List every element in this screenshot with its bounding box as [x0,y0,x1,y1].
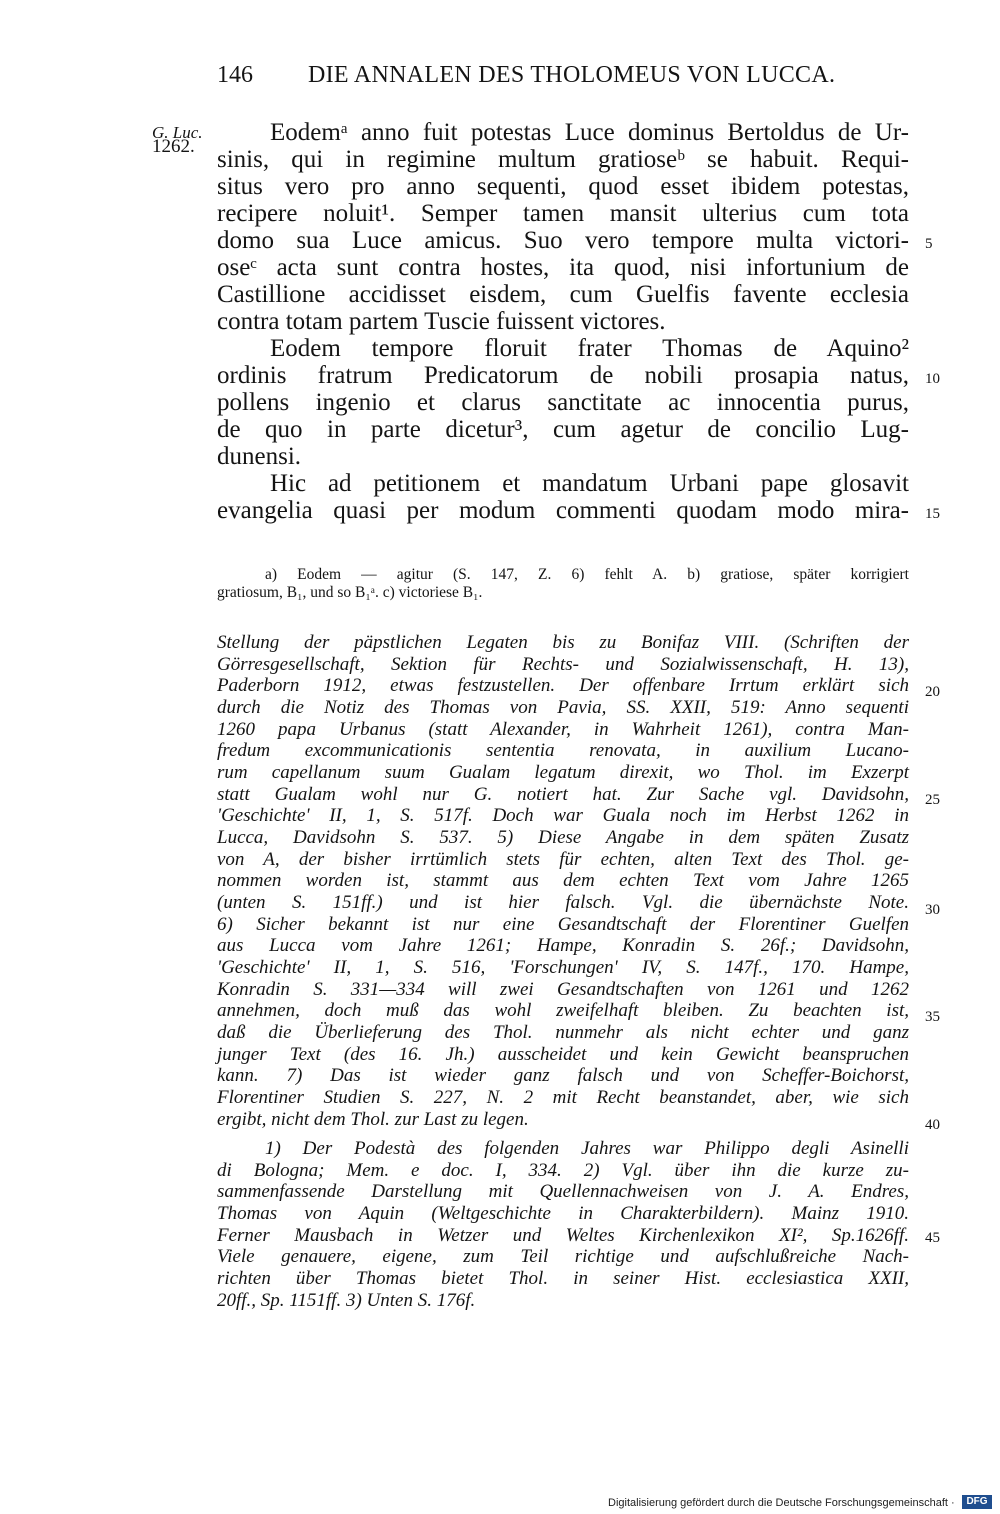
margin-source: G. Luc. [152,123,203,142]
footnote-line: rum capellanum suum Gualam legatum direxit, wo Thol. im Exzerpt [217,762,909,783]
footnote-line: annehmen, doch muß das wohl zweifelhaft bleiben. Zu beachten ist, [217,1000,909,1021]
main-text-line: de quo in parte dicetur³, cum agetur de concilio Lug- [217,416,909,443]
footnote-line: kann. 7) Das ist wieder ganz falsch und von Scheffer-Boichorst, [217,1065,909,1086]
page-number: 146 [217,62,253,88]
line-number: 40 [925,1117,940,1133]
line-number: 25 [925,792,940,808]
line-number: 30 [925,902,940,918]
footnote-line: 6) Sicher bekannt ist nur eine Gesandtschaft der Florentiner Guelfen [217,914,909,935]
line-number: 10 [925,371,940,387]
line-number: 15 [925,506,940,522]
footnote-line: sammenfassende Darstellung mit Quellennachweisen von J. A. Endres, [217,1181,909,1202]
footnote-line: junger Text (des 16. Jh.) ausscheidet und kein Gewicht beanspruchen [217,1044,909,1065]
main-text-line: dunensi. [217,443,302,470]
apparatus-line: gratiosum, B₁, und so B₁ᵃ. c) victoriese B₁. [217,584,483,601]
footnote-line: daß die Überlieferung des Thol. nunmehr als nicht echter und ganz [217,1022,909,1043]
main-text-line: pollens ingenio et clarus sanctitate ac innocentia purus, [217,389,909,416]
line-number: 45 [925,1230,940,1246]
main-text-line: evangelia quasi per modum commenti quodam modo mira- [217,497,909,524]
main-text-line: oseᶜ acta sunt contra hostes, ita quod, nisi infortunium de [217,254,909,281]
footnote-line: 1260 papa Urbanus (statt Alexander, in Wahrheit 1261), contra Man- [217,719,909,740]
line-number: 5 [925,236,933,252]
footnote-line: von A, der bisher irrtümlich stets für echten, alten Text des Thol. ge- [217,849,909,870]
main-text-line: Hic ad petitionem et mandatum Urbani pape glosavit [270,470,909,497]
main-text-line: contra totam partem Tuscie fuissent victores. [217,308,666,335]
footnote-line: aus Lucca vom Jahre 1261; Hampe, Konradin S. 26f.; Davidsohn, [217,935,909,956]
main-text-line: Eodemᵃ anno fuit potestas Luce dominus Bertoldus de Ur- [270,119,909,146]
footnote-line: Paderborn 1912, etwas festzustellen. Der offenbare Irrtum erklärt sich [217,675,909,696]
apparatus-line: a) Eodem — agitur (S. 147, Z. 6) fehlt A. b) gratiose, später korrigiert [265,566,909,583]
footnote-line: richten über Thomas bietet Thol. in seiner Hist. ecclesiastica XXII, [217,1268,909,1289]
footnote-line: Lucca, Davidsohn S. 537. 5) Diese Angabe in dem späten Zusatz [217,827,909,848]
footnote-line: Konradin S. 331—334 will zwei Gesandtschaften von 1261 und 1262 [217,979,909,1000]
main-text-line: situs vero pro anno sequenti, quod esset ibidem potestas, [217,173,909,200]
running-title: DIE ANNALEN DES THOLOMEUS VON LUCCA. [308,62,836,88]
footnote-line: nommen worden ist, stammt aus dem echten Text vom Jahre 1265 [217,870,909,891]
footnote-line: (unten S. 151ff.) und ist hier falsch. Vgl. die übernächste Note. [217,892,909,913]
footnote-line: 20ff., Sp. 1151ff. 3) Unten S. 176f. [217,1290,476,1311]
footnote-line: statt Gualam wohl nur G. notiert hat. Zur Sache vgl. Davidsohn, [217,784,909,805]
footnote-line: 1) Der Podestà des folgenden Jahres war Philippo degli Asinelli [265,1138,909,1159]
footnote-line: fredum excommunicationis sententia renovata, in auxilium Lucano- [217,740,909,761]
line-number: 35 [925,1009,940,1025]
footnote-line: Görresgesellschaft, Sektion für Rechts- und Sozialwissenschaft, H. 13), [217,654,909,675]
digitization-credit: Digitalisierung gefördert durch die Deutsche Forschungsgemeinschaft · [608,1497,955,1509]
main-text-line: Castillione accidisset eisdem, cum Guelfis favente ecclesia [217,281,909,308]
footnote-line: Ferner Mausbach in Wetzer und Weltes Kirchenlexikon XI², Sp.1626ff. [217,1225,909,1246]
footnote-line: Stellung der päpstlichen Legaten bis zu Bonifaz VIII. (Schriften der [217,632,909,653]
main-text-line: Eodem tempore floruit frater Thomas de Aquino² [270,335,909,362]
main-text-line: ordinis fratrum Predicatorum de nobili prosapia natus, [217,362,909,389]
footnote-line: durch die Notiz des Thomas von Pavia, SS. XXII, 519: Anno sequenti [217,697,909,718]
footnote-line: Viele genauere, eigene, zum Teil richtige und aufschlußreiche Nach- [217,1246,909,1267]
footnote-line: di Bologna; Mem. e doc. I, 334. 2) Vgl. über ihn die kurze zu- [217,1160,909,1181]
footnote-line: 'Geschichte' II, 1, S. 517f. Doch war Guala noch im Herbst 1262 in [217,805,909,826]
footnote-line: ergibt, nicht dem Thol. zur Last zu legen. [217,1109,529,1130]
main-text-line: recipere noluit¹. Semper tamen mansit ulterius cum tota [217,200,909,227]
footnote-line: Florentiner Studien S. 227, N. 2 mit Recht beanstandet, aber, wie sich [217,1087,909,1108]
dfg-logo: DFG [962,1495,992,1509]
footnote-line: 'Geschichte' II, 1, S. 516, 'Forschungen' IV, S. 147f., 170. Hampe, [217,957,909,978]
main-text-line: sinis, qui in regimine multum gratioseᵇ se habuit. Requi- [217,146,909,173]
line-number: 20 [925,684,940,700]
footnote-line: Thomas von Aquin (Weltgeschichte in Charakterbildern). Mainz 1910. [217,1203,909,1224]
margin-year: 1262. [152,136,195,157]
main-text-line: domo sua Luce amicus. Suo vero tempore multa victori- [217,227,909,254]
